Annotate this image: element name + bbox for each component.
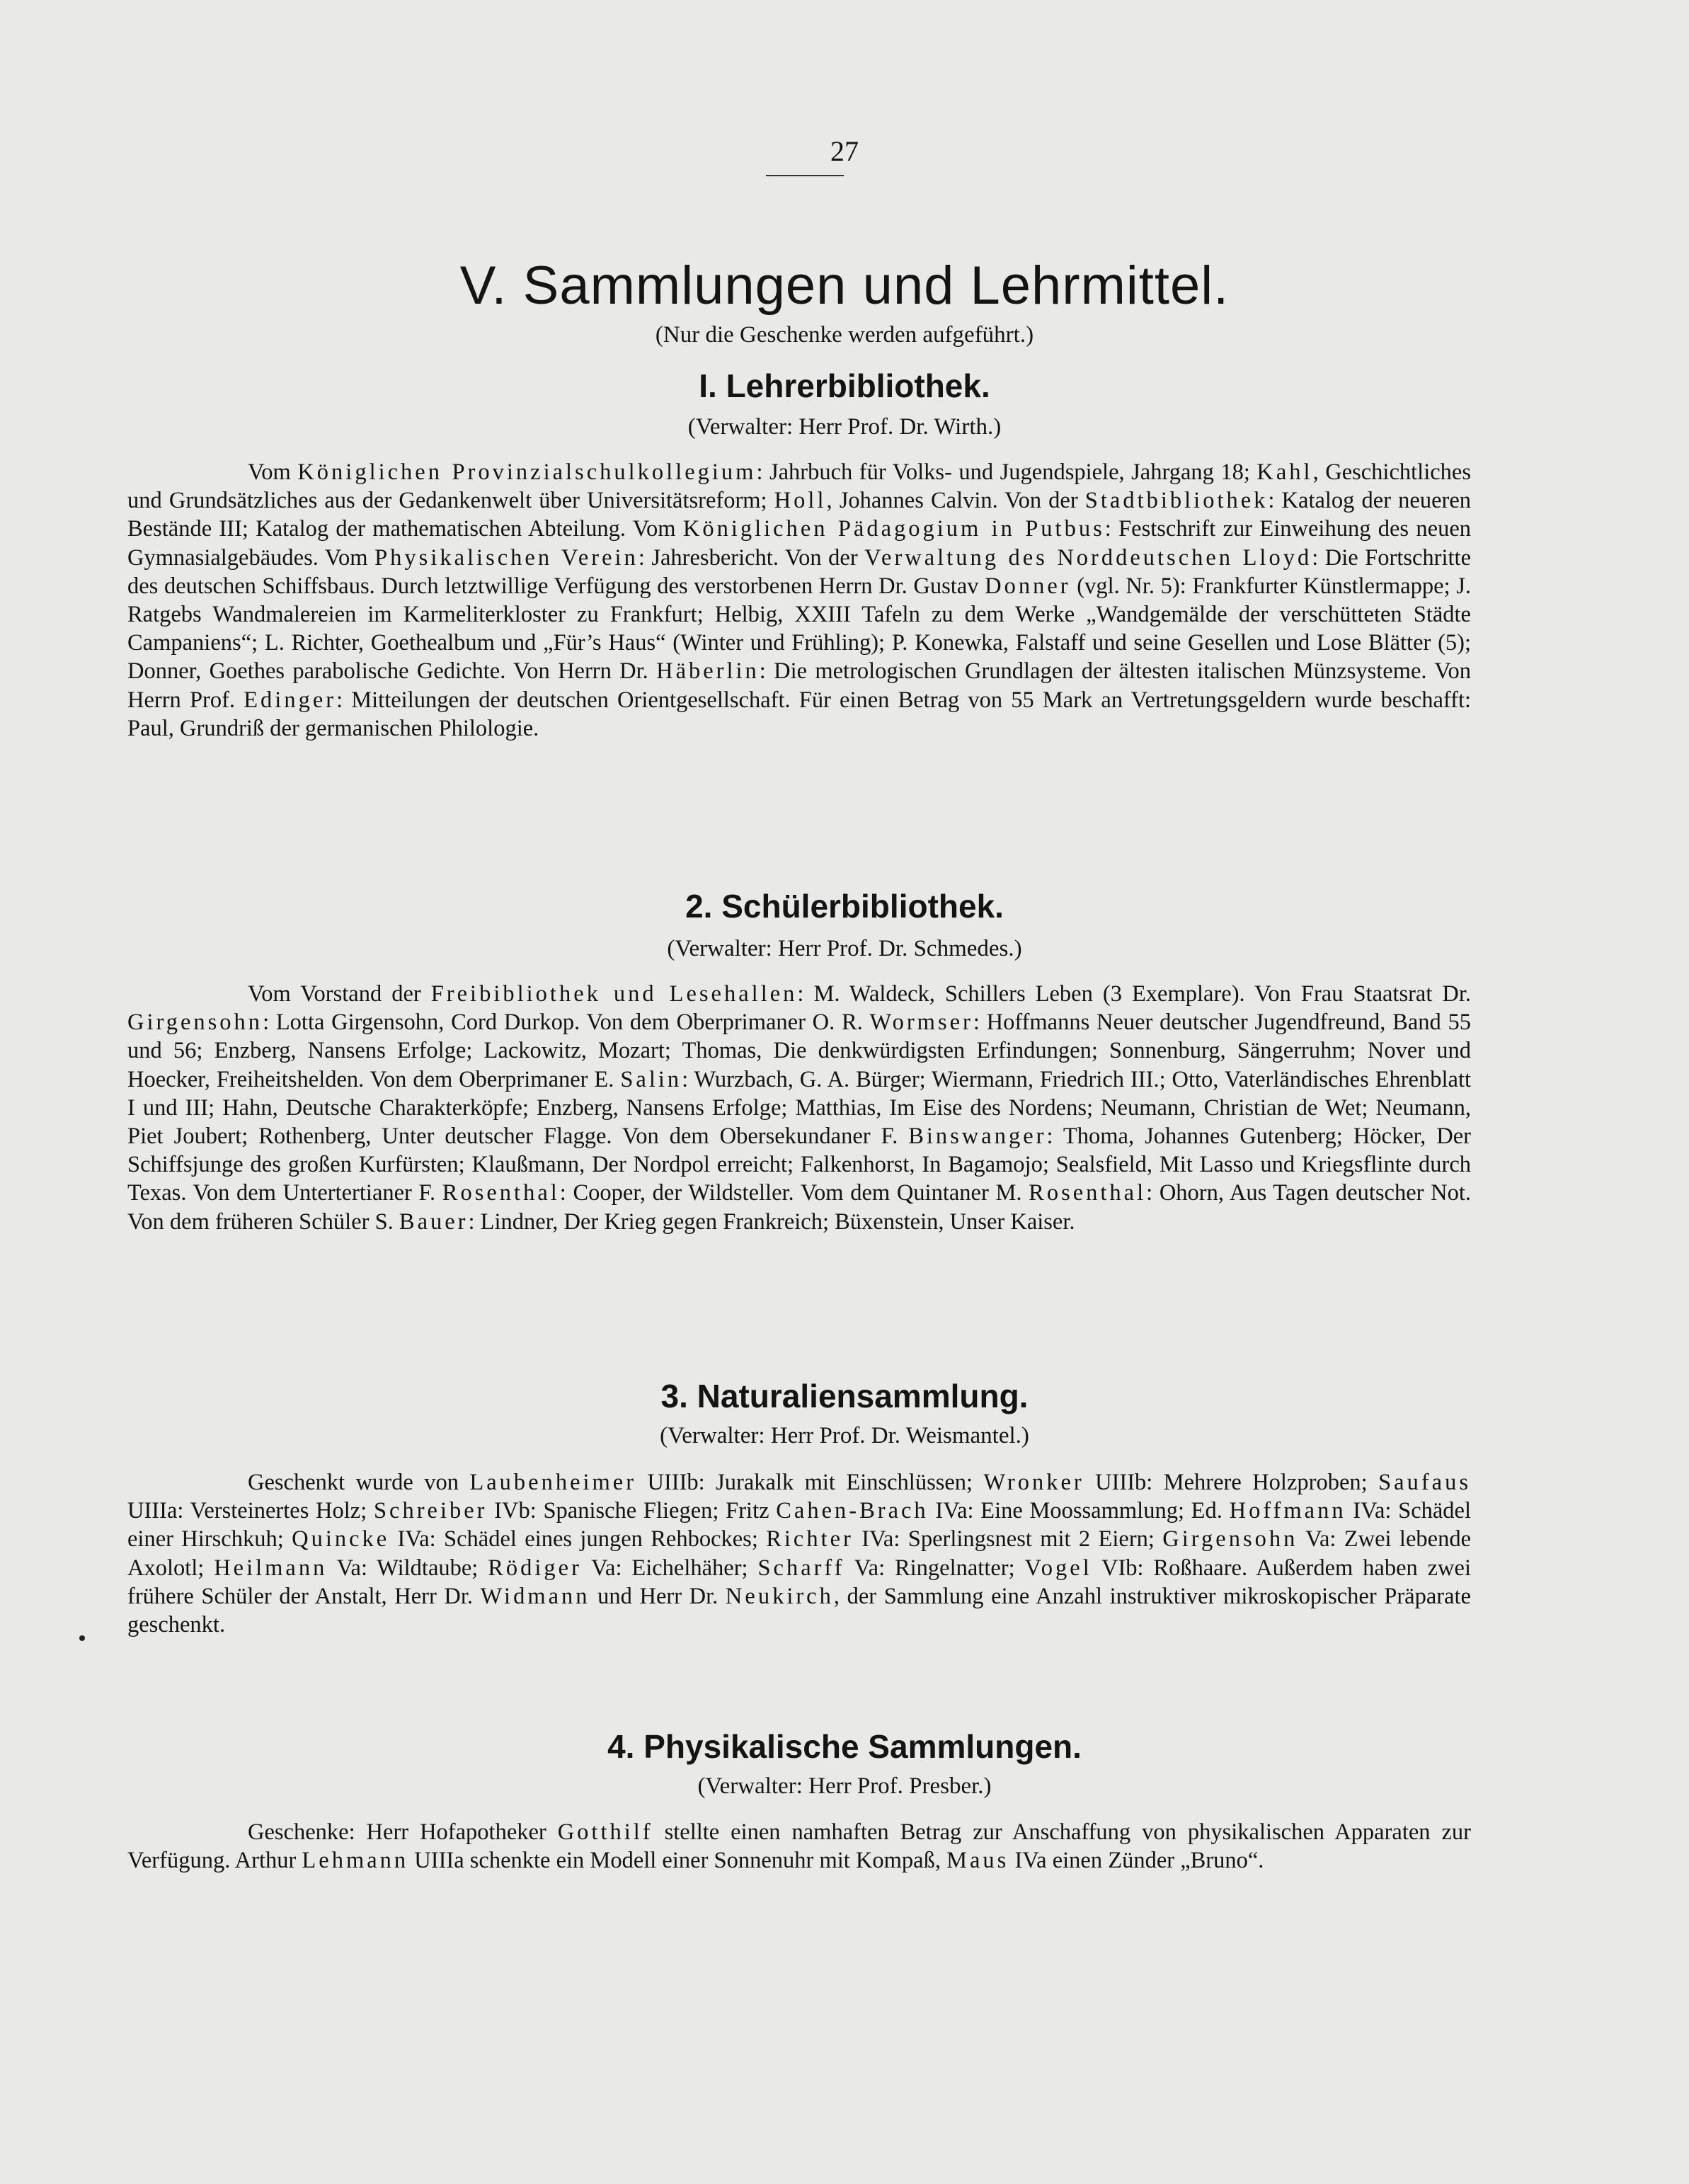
spaced-name: Physikalischen Verein bbox=[374, 544, 639, 571]
text-run: : Lotta Girgensohn, Cord Durkop. Von dem Oberprimaner O. R. bbox=[263, 1010, 870, 1036]
spaced-name: Quincke bbox=[292, 1526, 390, 1553]
text-run: Vom Vorstand der bbox=[248, 981, 431, 1007]
text-run: Va: Eichelhäher; bbox=[581, 1555, 758, 1581]
text-run: : Festschrift zur Einweihung des neuen Gymnasialgebäudes. Vom bbox=[127, 516, 1471, 571]
spaced-name: Verwaltung des Norddeutschen Lloyd bbox=[864, 544, 1312, 571]
spaced-name: Holl bbox=[774, 488, 827, 514]
text-run: : Jahresbericht. Von der bbox=[638, 544, 865, 571]
spaced-name: Rosenthal bbox=[1029, 1180, 1147, 1206]
spaced-name: Rosenthal bbox=[442, 1180, 560, 1206]
text-run: IVb: Spanische Fliegen; Fritz bbox=[487, 1498, 777, 1524]
spaced-name: Königlichen Provinzialschulkollegium bbox=[297, 459, 757, 485]
spaced-name: Hoffmann bbox=[1229, 1498, 1346, 1524]
text-run: IVa einen Zünder „Bruno“. bbox=[1009, 1848, 1264, 1874]
text-run: : Cooper, der Wildsteller. Vom dem Quintaner M. bbox=[559, 1180, 1029, 1206]
main-heading: V. Sammlungen und Lehrmittel. bbox=[459, 256, 1230, 316]
text-run: Va: Wildtaube; bbox=[327, 1555, 488, 1581]
spaced-name: Bauer bbox=[399, 1208, 469, 1235]
spaced-name: Wronker bbox=[983, 1470, 1084, 1495]
spaced-name: Vogel bbox=[1024, 1555, 1092, 1581]
text-run: und Herr Dr. bbox=[590, 1583, 726, 1609]
text-run: (vgl. Nr. 5): Frankfurter Künstlermappe; J. Ratgebs Wandmalereien im Karmeliterkloster zu Frankfurt; Helbig, XXIII Tafeln zu dem Werke „Wandgemälde der verschütteten Städte Campaniens“; L. Richter, Goethealbum und „Für’s Haus“ (Winter und Frühling); P. Konewka, Falstaff und seine Gesellen und Lose Blätter (5); Donner, Goethes parabolische Gedichte. Von Herrn Dr. bbox=[127, 573, 1472, 685]
page-number: 27 bbox=[830, 135, 859, 167]
spaced-name: Wormser bbox=[869, 1010, 973, 1036]
section-title-physikalische-sammlungen: 4. Physikalische Sammlungen. bbox=[607, 1728, 1082, 1765]
text-run: , der Sammlung eine Anzahl instruktiver mikroskopischer Präparate geschenkt. bbox=[127, 1583, 1471, 1638]
text-run: : Hoffmanns Neuer deutscher Jugendfreund, Band 55 und 56; Enzberg, Nansens Erfolge; Lackowitz, Mozart; Thomas, Die denkwürdigsten Erfindungen; Sonnenburg, Sängerruhm; Nover und Hoecker, Freiheitshelden. Von dem Oberprimaner E. bbox=[127, 1010, 1471, 1092]
text-run: Geschenke: Herr Hofapotheker bbox=[248, 1819, 558, 1845]
spaced-name: Königlichen Pädagogium in Putbus bbox=[682, 516, 1105, 542]
spaced-name: Binswanger bbox=[908, 1124, 1047, 1150]
text-run: : Die Fortschritte des deutschen Schiffsbaus. Durch letztwillige Verfügung des verstorbenen Herrn Dr. Gustav bbox=[127, 544, 1472, 599]
page-number-rule bbox=[766, 175, 844, 176]
text-run: : Thoma, Johannes Gutenberg; Höcker, Der Schiffsjunge des großen Kurfürsten; Klaußmann, Der Nordpol erreicht; Falkenhorst, In Bagamojo; Sealsfield, Mit Lasso und Kriegsflinte durch Texas. Von dem Untertertianer F. bbox=[127, 1124, 1471, 1206]
spaced-name: Donner bbox=[985, 573, 1071, 599]
text-run: UIIIb: Mehrere Holzproben; bbox=[1084, 1470, 1379, 1495]
spaced-name: Heilmann bbox=[214, 1555, 328, 1581]
spaced-name: Laubenheimer bbox=[469, 1470, 637, 1495]
subheading-note: (Nur die Geschenke werden aufgeführt.) bbox=[655, 322, 1034, 348]
spaced-name: Richter bbox=[766, 1526, 854, 1553]
section-title-naturaliensammlung: 3. Naturaliensammlung. bbox=[660, 1378, 1029, 1414]
text-run: UIIIa: Versteinertes Holz; bbox=[127, 1498, 374, 1524]
spaced-name: Scharff bbox=[757, 1555, 845, 1581]
text-run: Va: Ringelnatter; bbox=[844, 1555, 1025, 1581]
text-run: IVa: Sperlingsnest mit 2 Eiern; bbox=[853, 1526, 1163, 1553]
text-run: : Lindner, Der Krieg gegen Frankreich; Büxenstein, Unser Kaiser. bbox=[468, 1208, 1075, 1235]
text-run: , Geschichtliches und Grundsätzliches aus der Gedankenwelt über Universitätsreform; bbox=[127, 459, 1471, 514]
text-run: stellte einen namhaften Betrag zur Anschaffung von physikalischen Apparaten zur Verfügung. Arthur bbox=[127, 1819, 1471, 1874]
section-paragraph bbox=[127, 1818, 1471, 1875]
spaced-name: Lehmann bbox=[302, 1848, 409, 1874]
text-run: IVa: Schädel einer Hirschkuh; bbox=[127, 1498, 1471, 1553]
text-run: UIIIa schenkte ein Modell einer Sonnenuhr mit Kompaß, bbox=[408, 1848, 947, 1874]
text-run: : Katalog der neueren Bestände III; Katalog der mathematischen Abteilung. Vom bbox=[127, 488, 1471, 542]
section-administrator: (Verwalter: Herr Prof. Dr. Schmedes.) bbox=[667, 936, 1022, 961]
spaced-name: Girgensohn bbox=[127, 1010, 263, 1036]
section-administrator: (Verwalter: Herr Prof. Dr. Weismantel.) bbox=[660, 1423, 1029, 1448]
text-run: IVa: Eine Moossammlung; Ed. bbox=[928, 1498, 1230, 1524]
spaced-name: Kahl bbox=[1256, 459, 1313, 485]
section-administrator: (Verwalter: Herr Prof. Presber.) bbox=[697, 1773, 992, 1799]
section-title-lehrerbibliothek: I. Lehrerbibliothek. bbox=[699, 367, 990, 404]
text-run: : Mitteilungen der deutschen Orientgesellschaft. Für einen Betrag von 55 Mark an Vertretungsgeldern wurde beschafft: Paul, Grundriß der germanischen Philologie. bbox=[127, 687, 1471, 741]
spaced-name: Schreiber bbox=[373, 1498, 488, 1524]
text-run: : Wurzbach, G. A. Bürger; Wiermann, Friedrich III.; Otto, Vaterländisches Ehrenblatt I und III; Hahn, Deutsche Charakterköpfe; Enzberg, Nansens Erfolge; Matthias, Im Eise des Nordens; Neumann, Christian de Wet; Neumann, Piet Joubert; Rothenberg, Unter deutscher Flagge. Von dem Obersekundaner F. bbox=[127, 1066, 1471, 1150]
section-paragraph bbox=[127, 458, 1471, 743]
spaced-name: Häberlin bbox=[656, 658, 760, 685]
spaced-name: Widmann bbox=[480, 1583, 590, 1609]
text-run: : Ohorn, Aus Tagen deutscher Not. Von dem früheren Schüler S. bbox=[127, 1180, 1471, 1235]
spaced-name: Freibibliothek und Lesehallen bbox=[430, 981, 798, 1007]
section-paragraph bbox=[127, 1468, 1471, 1639]
spaced-name: Neukirch bbox=[725, 1583, 834, 1609]
spaced-name: Cahen-Brach bbox=[776, 1498, 929, 1524]
text-run: UIIIb: Jurakalk mit Einschlüssen; bbox=[636, 1470, 984, 1495]
spaced-name: Stadtbibliothek bbox=[1084, 488, 1269, 514]
spaced-name: Gotthilf bbox=[557, 1819, 653, 1845]
text-run: Vom bbox=[248, 459, 298, 485]
section-administrator: (Verwalter: Herr Prof. Dr. Wirth.) bbox=[687, 414, 1002, 440]
spaced-name: Maus bbox=[946, 1848, 1009, 1874]
text-run: IVa: Schädel eines jungen Rehbockes; bbox=[389, 1526, 767, 1553]
section-paragraph bbox=[127, 980, 1471, 1236]
text-run: : M. Waldeck, Schillers Leben (3 Exemplare). Von Frau Staatsrat Dr. bbox=[797, 981, 1472, 1007]
text-run: , Johannes Calvin. Von der bbox=[826, 488, 1085, 514]
text-run: VIb: Roßhaare. Außerdem haben zwei frühere Schüler der Anstalt, Herr Dr. bbox=[127, 1555, 1471, 1609]
text-run: : Die metrologischen Grundlagen der ältesten italischen Münzsysteme. Von Herrn Prof. bbox=[127, 658, 1472, 713]
text-run: : Jahrbuch für Volks- und Jugendspiele, Jahrgang 18; bbox=[756, 459, 1257, 485]
text-run: Va: Zwei lebende Axolotl; bbox=[127, 1526, 1471, 1581]
spaced-name: Edinger bbox=[244, 687, 337, 713]
section-title-schuelerbibliothek: 2. Schülerbibliothek. bbox=[685, 888, 1004, 925]
spaced-name: Saufaus bbox=[1378, 1470, 1471, 1495]
spaced-name: Salin bbox=[620, 1066, 682, 1092]
spaced-name: Girgensohn bbox=[1162, 1526, 1298, 1553]
margin-mark bbox=[79, 1635, 85, 1641]
spaced-name: Rödiger bbox=[488, 1555, 582, 1581]
text-run: Geschenkt wurde von bbox=[248, 1470, 470, 1495]
